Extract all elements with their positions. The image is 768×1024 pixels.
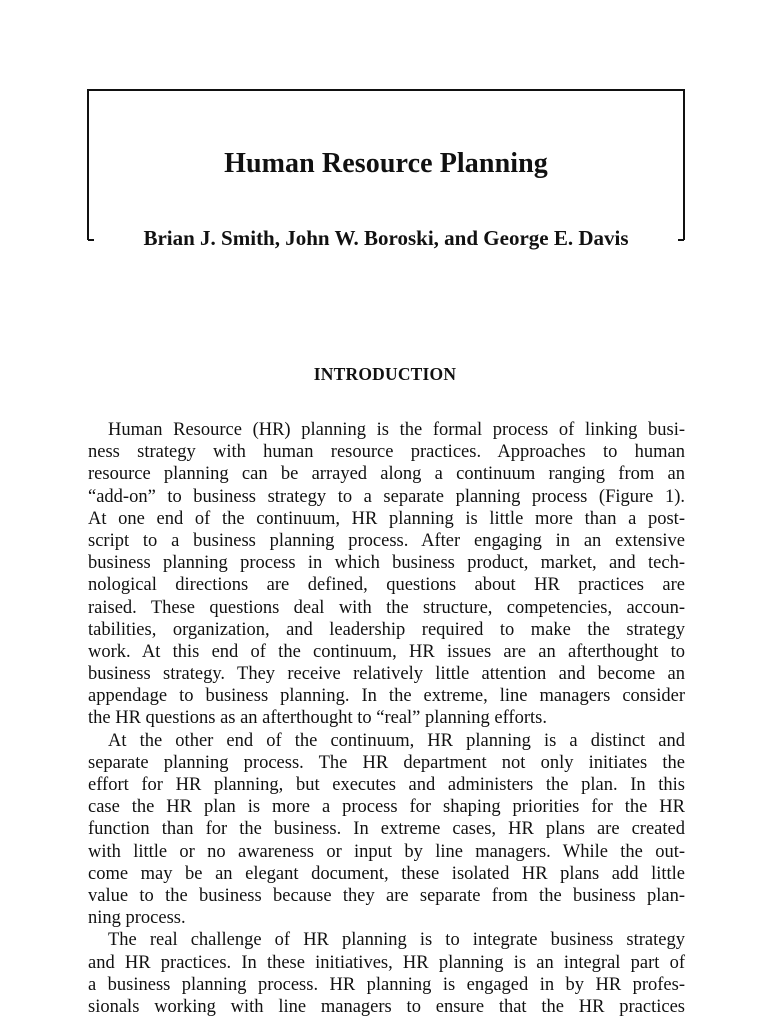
- text-line: business strategy. They receive relatively little attention and become an: [88, 664, 685, 685]
- article-authors: Brian J. Smith, John W. Boroski, and George E. Davis: [143, 226, 629, 250]
- text-line: script to a business planning process. After engaging in an extensive: [88, 530, 685, 551]
- text-line: a business planning process. HR planning is engaged in by HR profes-: [88, 974, 685, 995]
- text-line: value to the business because they are separate from the business plan-: [88, 885, 685, 906]
- text-line: resource planning can be arrayed along a continuum ranging from an: [88, 464, 685, 485]
- text-line: ning process.: [88, 908, 186, 929]
- text-line: ness strategy with human resource practices. Approaches to human: [88, 442, 685, 463]
- text-line: work. At this end of the continuum, HR issues are an afterthought to: [88, 641, 685, 662]
- text-line: function than for the business. In extreme cases, HR plans are created: [88, 819, 685, 840]
- text-line: “add-on” to business strategy to a separate planning process (Figure 1).: [88, 486, 685, 507]
- text-line: appendage to business planning. In the extreme, line managers consider: [88, 686, 685, 707]
- text-line: with little or no awareness or input by line managers. While the out-: [88, 841, 685, 862]
- title-frame: [86, 88, 686, 248]
- text-line: sionals working with line managers to ensure that the HR practices: [88, 996, 685, 1017]
- text-line: At the other end of the continuum, HR planning is a distinct and: [108, 730, 685, 751]
- text-line: raised. These questions deal with the structure, competencies, accoun-: [88, 597, 685, 618]
- text-line: and HR practices. In these initiatives, HR planning is an integral part of: [88, 952, 685, 973]
- text-line: the HR questions as an afterthought to “real” planning efforts.: [88, 708, 547, 729]
- text-line: separate planning process. The HR department not only initiates the: [88, 752, 685, 773]
- text-line: tabilities, organization, and leadership required to make the strategy: [88, 619, 685, 640]
- body-text: [88, 419, 685, 1018]
- text-line: come may be an elegant document, these isolated HR plans add little: [88, 863, 685, 884]
- text-line: case the HR plan is more a process for shaping priorities for the HR: [88, 797, 685, 818]
- text-line: Human Resource (HR) planning is the formal process of linking busi-: [108, 420, 685, 440]
- text-line: effort for HR planning, but executes and administers the plan. In this: [88, 775, 685, 795]
- section-heading: INTRODUCTION: [313, 364, 457, 384]
- text-line: At one end of the continuum, HR planning is little more than a post-: [88, 508, 685, 529]
- text-line: business planning process in which business product, market, and tech-: [88, 553, 685, 574]
- article-title: Human Resource Planning: [224, 148, 548, 179]
- text-line: nological directions are defined, questions about HR practices are: [88, 575, 685, 596]
- text-line: The real challenge of HR planning is to integrate business strategy: [108, 930, 685, 951]
